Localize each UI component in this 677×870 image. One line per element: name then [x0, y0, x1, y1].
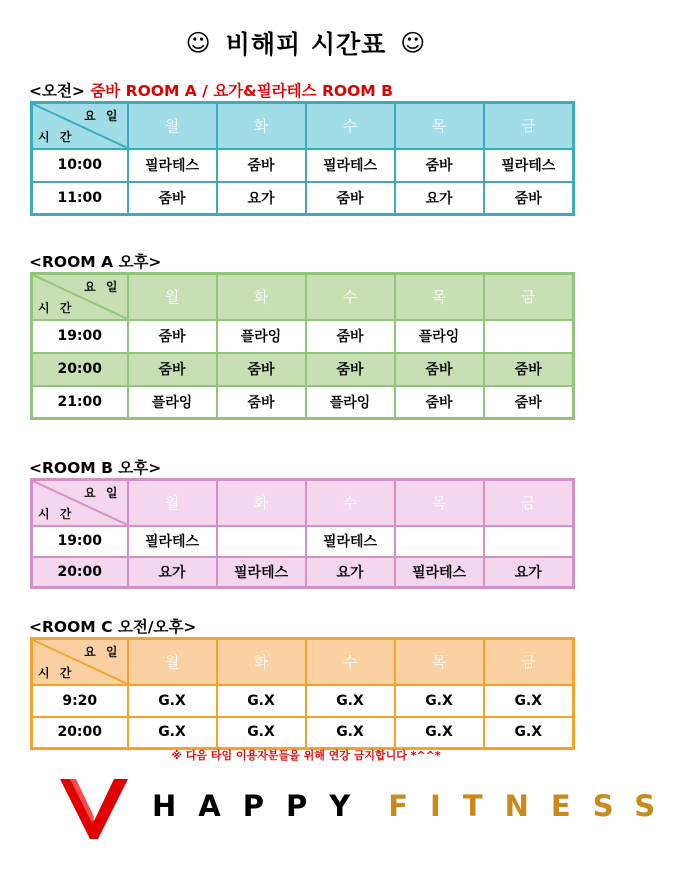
table-header-row [32, 639, 574, 685]
day-header-cell: 화 [217, 639, 306, 685]
class-cell: G.X [217, 717, 306, 749]
day-header-cell: 월 [128, 639, 217, 685]
table-row [32, 149, 574, 182]
section-label-morning [29, 79, 393, 101]
class-cell: 요가 [306, 557, 395, 588]
class-cell: 줌바 [484, 182, 574, 215]
schedule-table-morning [30, 101, 575, 216]
day-header-cell: 월 [128, 274, 217, 320]
class-cell: G.X [306, 685, 395, 717]
class-cell [484, 526, 574, 557]
table-row [32, 685, 574, 717]
class-cell: 줌바 [217, 386, 306, 419]
day-header-cell: 목 [395, 480, 484, 526]
section-label-morning-rooms: 줌바 ROOM A / 요가&필라테스 ROOM B [90, 82, 393, 100]
class-cell: 요가 [484, 557, 574, 588]
schedule-table-room-c [30, 637, 575, 750]
brand-name [152, 789, 677, 823]
corner-label-day: 요 일 [84, 109, 121, 123]
class-cell: 줌바 [306, 320, 395, 353]
section-label-morning-prefix: <오전> [29, 82, 85, 100]
class-cell: 줌바 [217, 353, 306, 386]
smiley-right-icon: ☺ [400, 29, 427, 57]
happy-fitness-logo-icon [60, 777, 128, 841]
day-header-cell: 수 [306, 639, 395, 685]
table-header-row [32, 274, 574, 320]
time-cell: 19:00 [32, 320, 128, 353]
time-cell: 20:00 [32, 717, 128, 749]
class-cell: G.X [395, 685, 484, 717]
time-cell: 19:00 [32, 526, 128, 557]
table-row [32, 353, 574, 386]
class-cell: 필라테스 [306, 526, 395, 557]
day-header-cell: 월 [128, 480, 217, 526]
corner-label-time: 시 간 [38, 300, 75, 315]
class-cell: 필라테스 [306, 149, 395, 182]
corner-label-day: 요 일 [84, 280, 121, 294]
brand-fitness: FITNESS [388, 789, 677, 823]
class-cell: 줌바 [484, 353, 574, 386]
class-cell: 필라테스 [217, 557, 306, 588]
table-row [32, 717, 574, 749]
class-cell: 줌바 [395, 149, 484, 182]
table-row [32, 386, 574, 419]
class-cell: 플라잉 [395, 320, 484, 353]
corner-label-day: 요 일 [84, 486, 121, 500]
smiley-left-icon: ☺ [185, 29, 212, 57]
table-header-row [32, 103, 574, 149]
notice-text: ※ 다음 타임 이용자분들을 위해 연강 금지합니다 *^^* [171, 749, 441, 762]
class-cell: G.X [217, 685, 306, 717]
table-corner-cell [32, 103, 128, 149]
class-cell: 요가 [395, 182, 484, 215]
corner-label-time: 시 간 [38, 506, 75, 521]
section-label-room-a: <ROOM A 오후> [29, 253, 162, 271]
time-cell: 21:00 [32, 386, 128, 419]
class-cell: 필라테스 [128, 149, 217, 182]
day-header-cell: 화 [217, 274, 306, 320]
table-row [32, 526, 574, 557]
class-cell: 줌바 [128, 182, 217, 215]
day-header-cell: 목 [395, 274, 484, 320]
class-cell: 요가 [217, 182, 306, 215]
class-cell: 줌바 [306, 353, 395, 386]
class-cell: G.X [484, 717, 574, 749]
class-cell: 줌바 [395, 353, 484, 386]
table-corner-cell [32, 274, 128, 320]
class-cell: G.X [395, 717, 484, 749]
day-header-cell: 월 [128, 103, 217, 149]
table-corner-cell [32, 480, 128, 526]
class-cell: 줌바 [217, 149, 306, 182]
section-label-room-b: <ROOM B 오후> [29, 459, 162, 477]
day-header-cell: 금 [484, 103, 574, 149]
day-header-cell: 목 [395, 103, 484, 149]
class-cell [484, 320, 574, 353]
schedule-table-room-b [30, 478, 575, 589]
class-cell: 줌바 [484, 386, 574, 419]
class-cell: G.X [306, 717, 395, 749]
class-cell [217, 526, 306, 557]
day-header-cell: 화 [217, 480, 306, 526]
day-header-cell: 화 [217, 103, 306, 149]
schedule-table-room-a [30, 272, 575, 420]
time-cell: 20:00 [32, 557, 128, 588]
table-corner-cell [32, 639, 128, 685]
day-header-cell: 금 [484, 639, 574, 685]
table-header-row [32, 480, 574, 526]
class-cell: 줌바 [306, 182, 395, 215]
brand-happy: HAPPY [152, 789, 373, 823]
table-row [32, 320, 574, 353]
class-cell: 필라테스 [484, 149, 574, 182]
class-cell: 요가 [128, 557, 217, 588]
class-cell: 줌바 [128, 353, 217, 386]
page-title [0, 26, 612, 60]
class-cell: 필라테스 [395, 557, 484, 588]
time-cell: 9:20 [32, 685, 128, 717]
class-cell: G.X [128, 717, 217, 749]
class-cell: 줌바 [128, 320, 217, 353]
table-row [32, 557, 574, 588]
corner-label-time: 시 간 [38, 665, 75, 680]
class-cell: G.X [484, 685, 574, 717]
title-text: 비해피 시간표 [225, 30, 387, 59]
time-cell: 11:00 [32, 182, 128, 215]
class-cell: 줌바 [395, 386, 484, 419]
class-cell: 플라잉 [128, 386, 217, 419]
time-cell: 20:00 [32, 353, 128, 386]
day-header-cell: 금 [484, 274, 574, 320]
class-cell: 필라테스 [128, 526, 217, 557]
day-header-cell: 목 [395, 639, 484, 685]
day-header-cell: 금 [484, 480, 574, 526]
class-cell: 플라잉 [306, 386, 395, 419]
class-cell: 플라잉 [217, 320, 306, 353]
corner-label-time: 시 간 [38, 129, 75, 144]
class-cell [395, 526, 484, 557]
table-row [32, 182, 574, 215]
class-cell: G.X [128, 685, 217, 717]
time-cell: 10:00 [32, 149, 128, 182]
day-header-cell: 수 [306, 274, 395, 320]
day-header-cell: 수 [306, 103, 395, 149]
corner-label-day: 요 일 [84, 645, 121, 659]
section-label-room-c: <ROOM C 오전/오후> [29, 618, 197, 636]
day-header-cell: 수 [306, 480, 395, 526]
